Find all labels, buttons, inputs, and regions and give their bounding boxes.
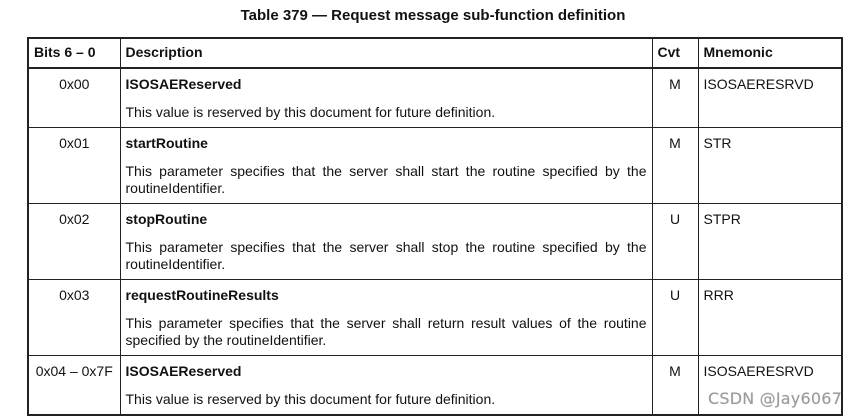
cvt-cell: U	[652, 280, 698, 356]
mnemonic-cell: STR	[698, 128, 842, 204]
table-row	[28, 68, 842, 128]
description-cell	[120, 68, 652, 128]
cvt-cell: M	[652, 128, 698, 204]
parameter-name: requestRoutineResults	[125, 287, 279, 303]
cvt-cell: M	[652, 356, 698, 416]
table-row	[28, 280, 842, 356]
mnemonic-cell: STPR	[698, 204, 842, 280]
mnemonic-cell: ISOSAERESRVD	[698, 68, 842, 128]
bits-cell: 0x04 – 0x7F	[28, 356, 120, 416]
description-cell	[120, 280, 652, 356]
parameter-description: This parameter specifies that the server shall return result values of the routine specified by the routineIdentifier.	[125, 315, 647, 348]
bits-cell: 0x03	[28, 280, 120, 356]
parameter-name: stopRoutine	[125, 211, 208, 227]
header-bits: Bits 6 – 0	[28, 38, 120, 68]
table-row	[28, 204, 842, 280]
description-cell	[120, 128, 652, 204]
parameter-description: This value is reserved by this document for future definition.	[125, 391, 496, 407]
parameter-name: startRoutine	[125, 135, 208, 151]
subfunction-table	[27, 37, 843, 416]
parameter-name: ISOSAEReserved	[125, 363, 242, 379]
watermark: CSDN @Jay6067	[707, 389, 842, 408]
header-cvt: Cvt	[652, 38, 698, 68]
bits-cell: 0x00	[28, 68, 120, 128]
bits-cell: 0x02	[28, 204, 120, 280]
mnemonic-cell: ISOSAERESRVD	[698, 356, 842, 416]
bits-cell: 0x01	[28, 128, 120, 204]
description-cell	[120, 356, 652, 416]
description-cell	[120, 204, 652, 280]
table-caption: Table 379 — Request message sub-function definition	[240, 7, 626, 24]
header-description: Description	[120, 38, 652, 68]
parameter-description: This parameter specifies that the server shall start the routine specified by the routineIdentifier.	[125, 163, 647, 196]
table-header-row	[28, 38, 842, 68]
header-mnemonic: Mnemonic	[698, 38, 842, 68]
parameter-name: ISOSAEReserved	[125, 76, 242, 92]
cvt-cell: U	[652, 204, 698, 280]
table-row	[28, 128, 842, 204]
mnemonic-cell: RRR	[698, 280, 842, 356]
parameter-description: This parameter specifies that the server shall stop the routine specified by the routineIdentifier.	[125, 239, 647, 272]
parameter-description: This value is reserved by this document for future definition.	[125, 104, 496, 120]
cvt-cell: M	[652, 68, 698, 128]
